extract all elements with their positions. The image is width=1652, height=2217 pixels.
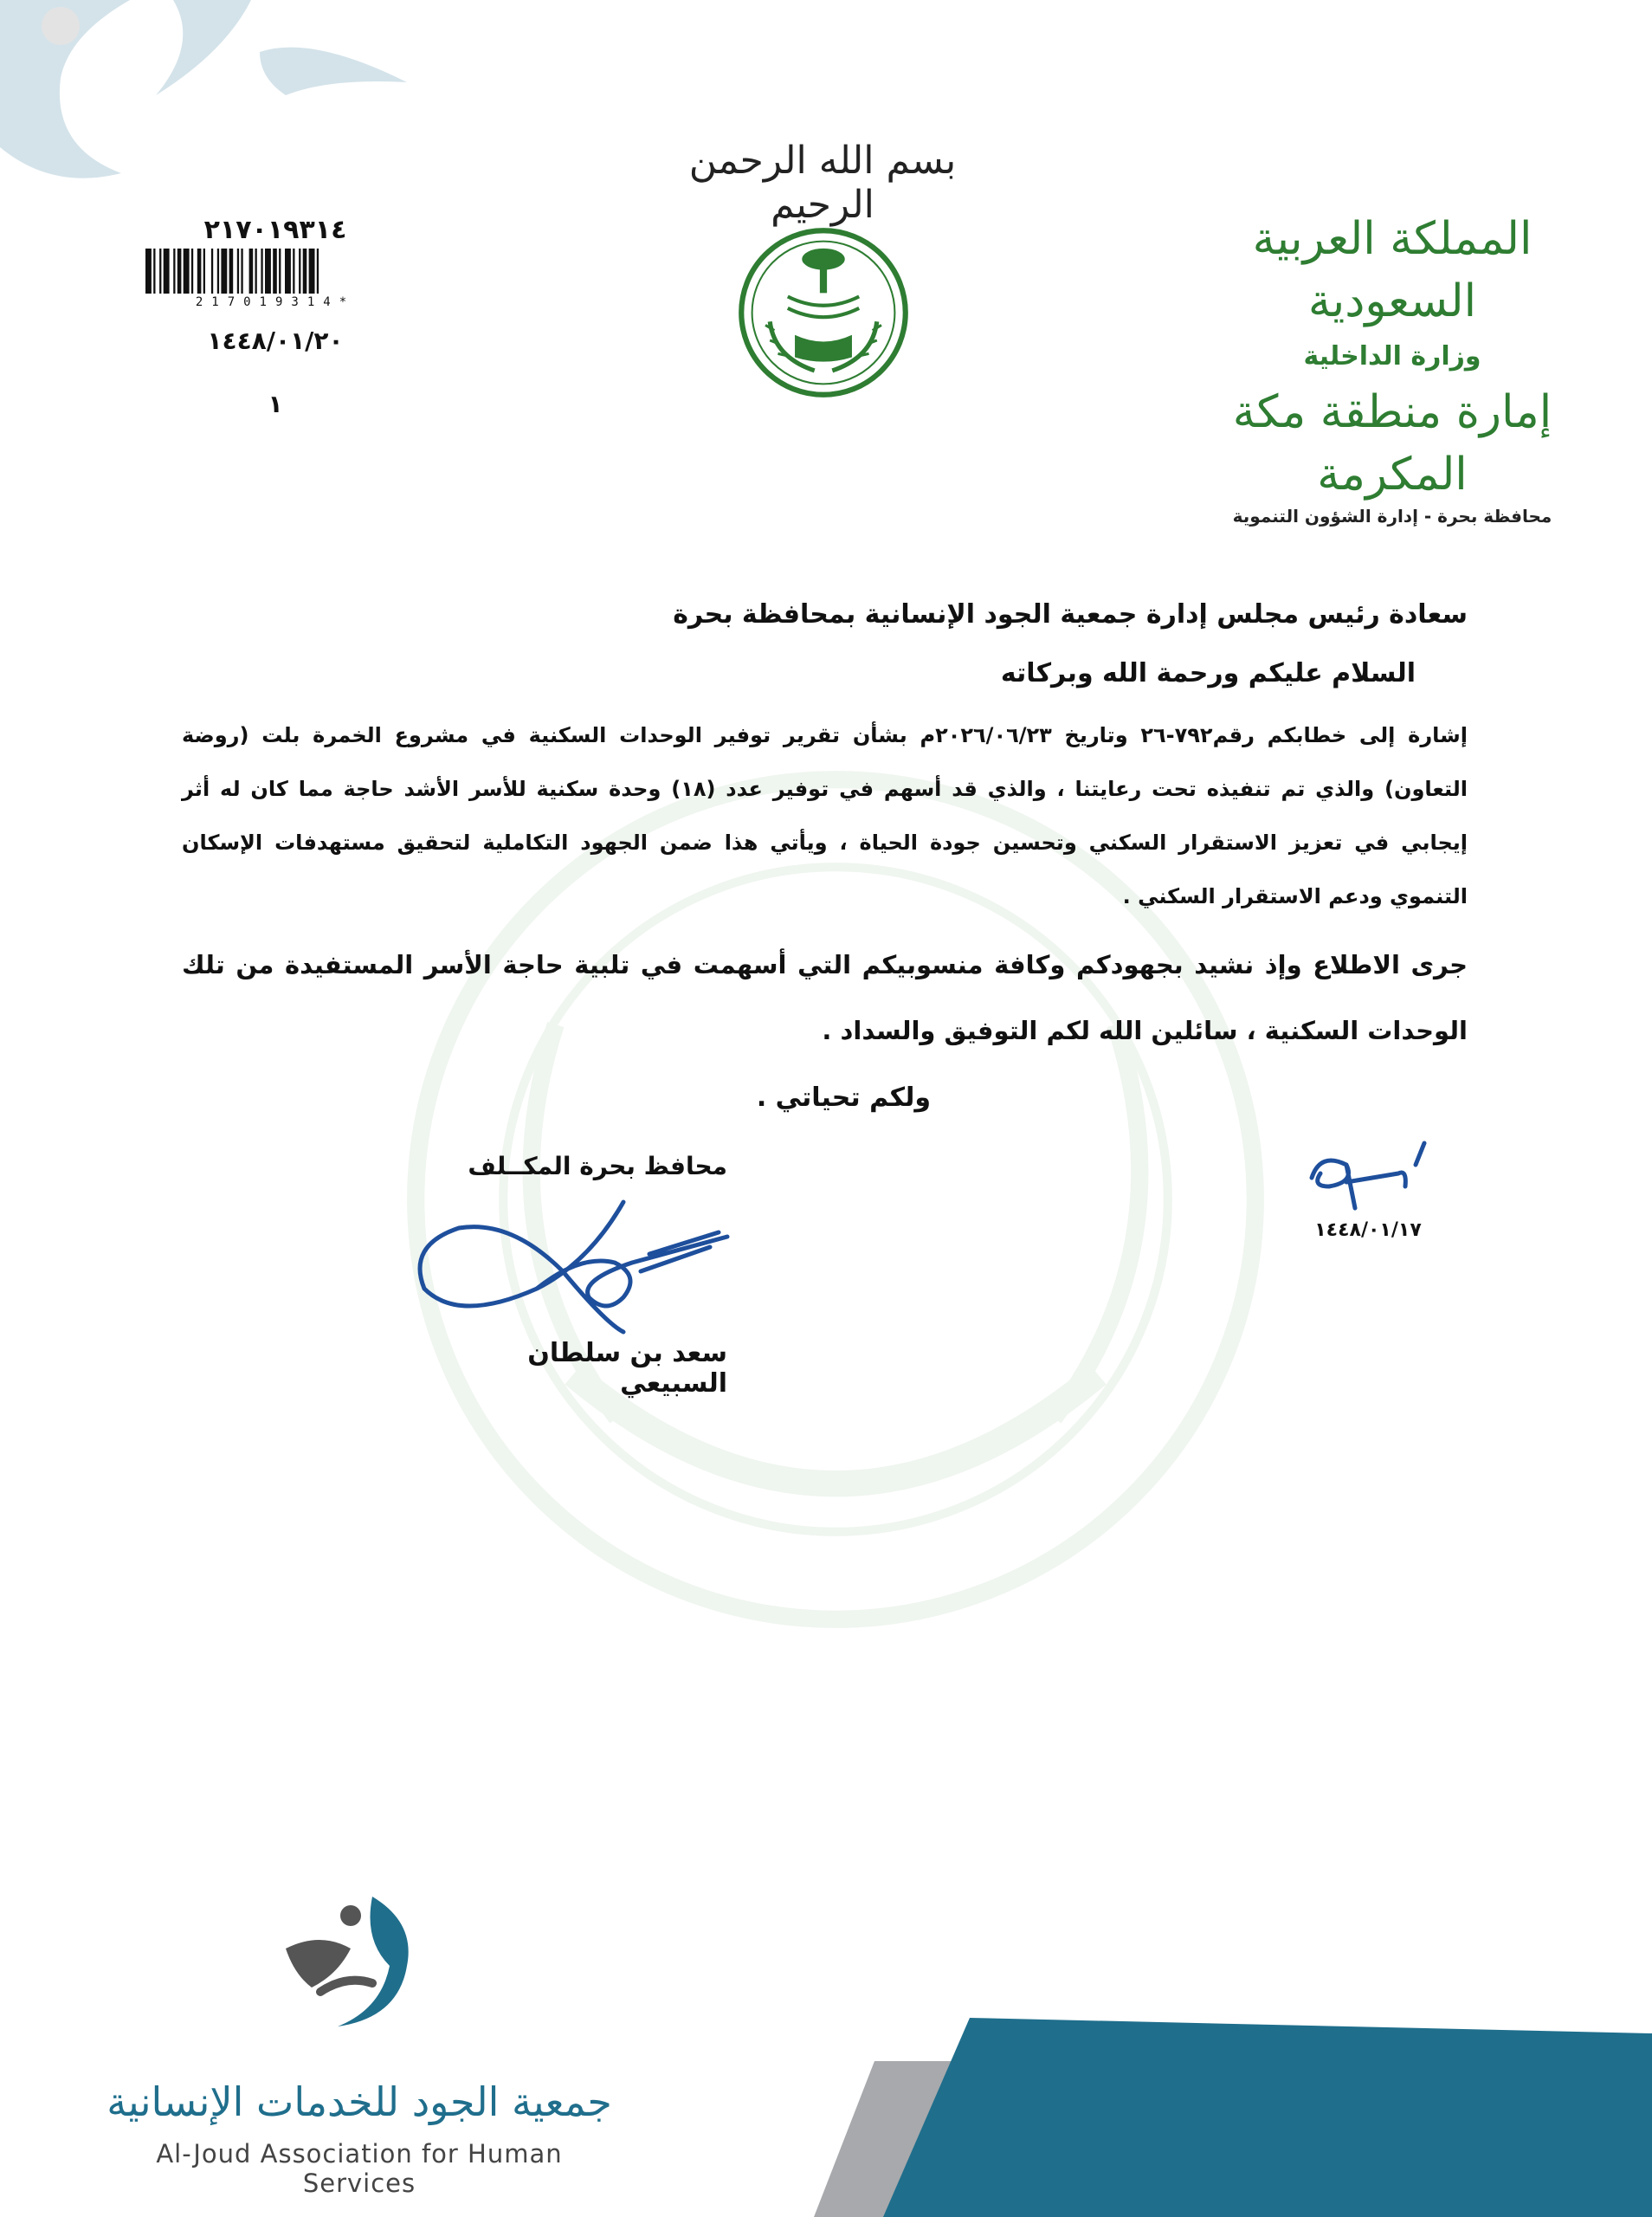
barcode-bar xyxy=(197,249,202,294)
paragraph-acknowledgement: جرى الاطلاع وإذ نشيد بجهودكم وكافة منسوبيكم التي أسهمت في تلبية حاجة الأسر المستفيدة من تلك الوحدات السكنية ، سائلين الله لكم التوفيق والسداد . xyxy=(182,950,1468,1045)
barcode-bar xyxy=(255,249,257,294)
barcode-bar xyxy=(249,249,254,294)
barcode-bar xyxy=(279,249,281,294)
letter-body xyxy=(182,598,1468,1115)
barcode-bar xyxy=(173,249,175,294)
al-joud-logo-icon xyxy=(268,1888,442,2035)
organization-name-ar: جمعية الجود للخدمات الإنسانية xyxy=(106,2078,612,2125)
barcode-bar xyxy=(265,249,271,294)
barcode-bar xyxy=(261,249,262,294)
barcode-bar xyxy=(203,249,205,294)
barcode-bar xyxy=(211,249,213,294)
barcode xyxy=(145,249,405,294)
footer-decoration xyxy=(779,2018,1652,2217)
saudi-emblem-icon xyxy=(734,223,913,402)
barcode-bar xyxy=(145,249,152,294)
barcode-bar xyxy=(159,249,161,294)
reference-date: ١٤٤٨/٠١/٢٠ xyxy=(207,326,344,355)
signatory-name: سعد بن سلطان السبيعي xyxy=(527,1338,727,1399)
barcode-bar xyxy=(191,249,193,294)
barcode-bar xyxy=(237,249,239,294)
barcode-bar xyxy=(241,249,242,294)
barcode-bar xyxy=(293,249,294,294)
issuer-header xyxy=(1210,208,1574,527)
ministry-name: وزارة الداخلية xyxy=(1303,341,1481,372)
barcode-bar xyxy=(153,249,155,294)
attachments-count: ١ xyxy=(268,390,283,418)
barcode-bar xyxy=(285,249,291,294)
closing: ولكم تحياتي . xyxy=(756,1083,931,1113)
barcode-bar xyxy=(217,249,219,294)
organization-name-en: Al-Joud Association for Human Services xyxy=(156,2139,563,2198)
barcode-bar xyxy=(164,249,170,294)
handwritten-signature xyxy=(407,1193,736,1341)
basmala: بسم الله الرحمن الرحيم xyxy=(688,139,957,227)
kingdom-name: المملكة العربية السعودية xyxy=(1252,213,1533,327)
barcode-bar xyxy=(317,249,319,294)
barcode-bar xyxy=(299,249,300,294)
barcode-bar xyxy=(229,249,234,294)
barcode-bar xyxy=(309,249,315,294)
barcode-bar xyxy=(177,249,182,294)
barcode-bar xyxy=(184,249,190,294)
initials-mark xyxy=(1294,1134,1450,1212)
department-name: محافظة بحرة - إدارة الشؤون التنموية xyxy=(1232,506,1552,527)
initials-date: ١٤٤٨/٠١/١٧ xyxy=(1314,1219,1422,1241)
barcode-bar xyxy=(303,249,307,294)
barcode-digits: 217019314* xyxy=(195,295,356,309)
signatory-title: محافظ بحرة المكــلف xyxy=(468,1152,727,1180)
paragraph-reference: إشارة إلى خطابكم رقم٧٩٢-٢٦ وتاريخ ٢٠٢٦/٠٦/٢٣م بشأن تقرير توفير الوحدات السكنية في مشروع الخمرة بلت (روضة التعاون) والذي تم تنفيذه تحت رعايتنا ، والذي قد أسهم في توفير عدد (١٨) وحدة سكنية للأسر الأشد حاجة مما كان له أثر إيجابي في تعزيز الاستقرار السكني وتحسين جودة الحياة ، ويأتي هذا ضمن الجهود التكاملية لتحقيق مستهدفات الإسكان التنموي ودعم الاستقرار السكني . xyxy=(182,723,1468,908)
corner-logo-fragment xyxy=(0,0,407,191)
barcode-bar xyxy=(221,249,227,294)
greeting: السلام عليكم ورحمة الله وبركاته xyxy=(1000,658,1416,688)
reference-block xyxy=(145,215,405,418)
barcode-bar xyxy=(273,249,277,294)
addressee: سعادة رئيس مجلس إدارة جمعية الجود الإنسانية بمحافظة بحرة xyxy=(673,599,1468,630)
reference-number: ٢١٧٠١٩٣١٤ xyxy=(203,215,347,245)
emirate-name: إمارة منطقة مكة المكرمة xyxy=(1232,386,1552,501)
